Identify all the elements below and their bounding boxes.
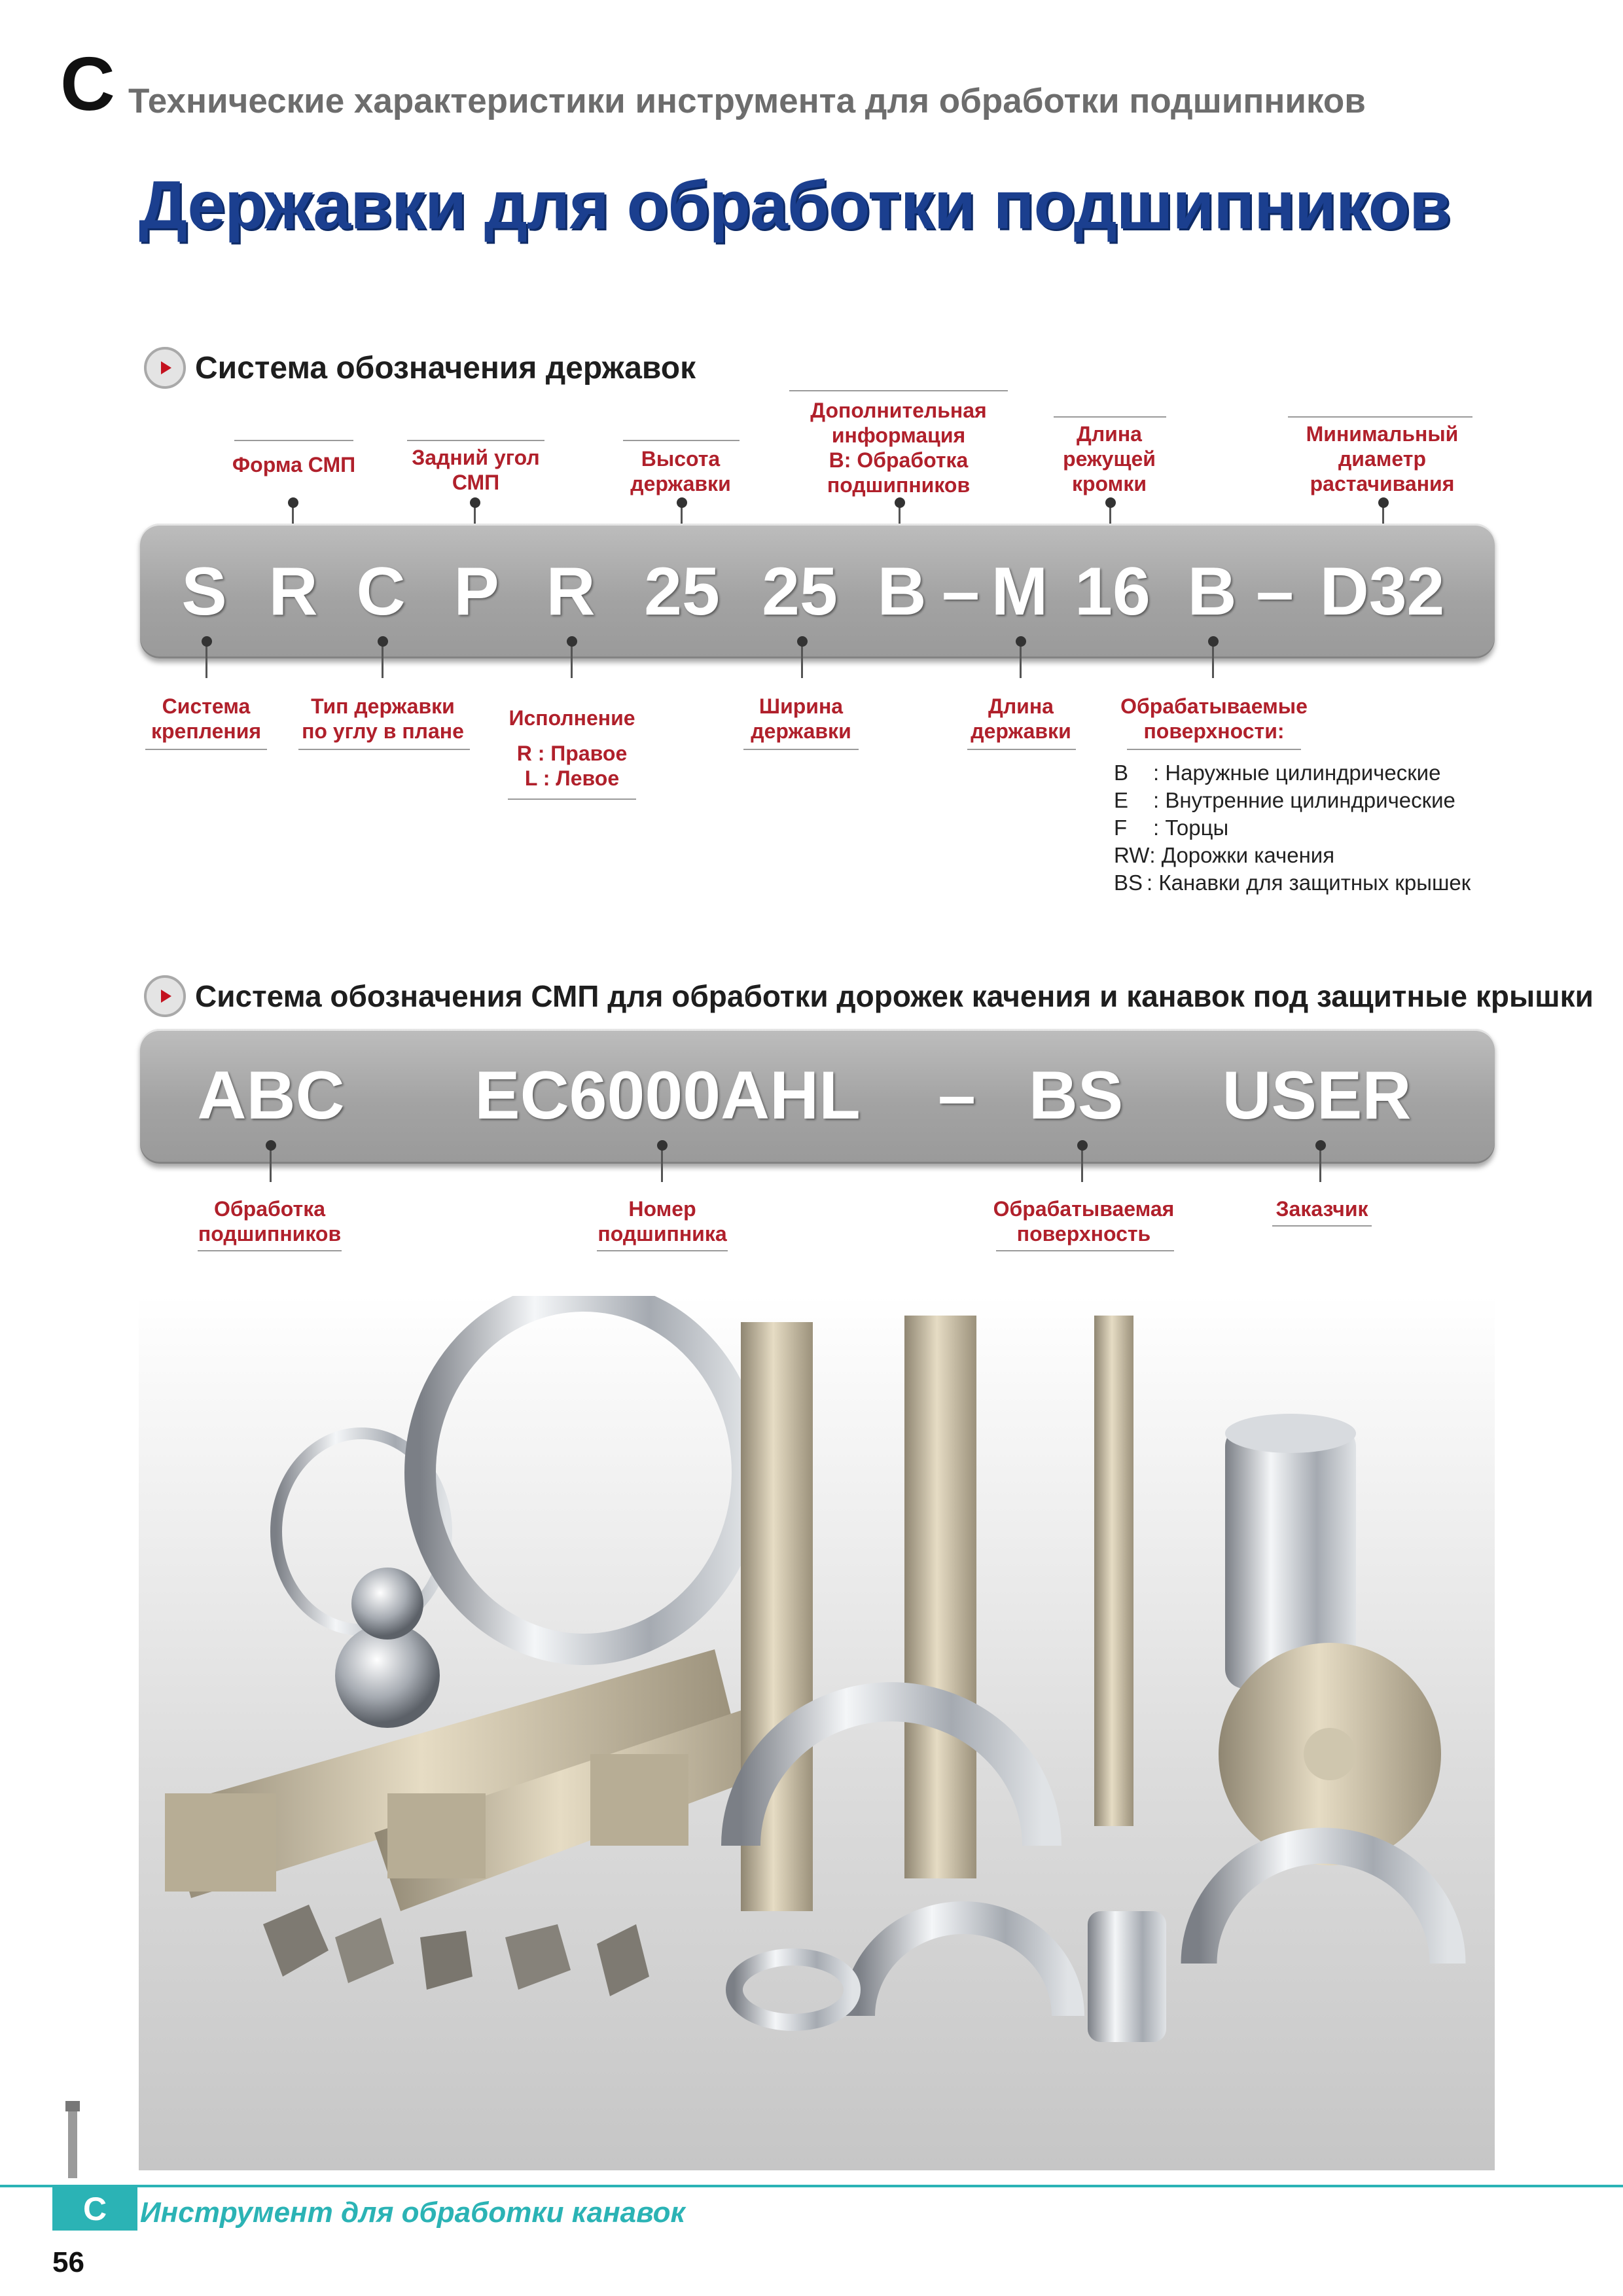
product-photo bbox=[139, 1296, 1495, 2170]
code-char: S bbox=[181, 554, 227, 630]
label-cutting-edge-length: Длина режущей кромки bbox=[1063, 422, 1156, 495]
connector-dot bbox=[378, 636, 388, 647]
rule bbox=[1288, 416, 1472, 418]
connector-line bbox=[205, 644, 207, 678]
page-number: 56 bbox=[52, 2246, 84, 2278]
label-holder-height: Высота державки bbox=[630, 447, 731, 495]
code-char: R bbox=[268, 554, 318, 630]
rule bbox=[298, 749, 470, 750]
rule bbox=[234, 440, 353, 441]
section-title: Система обозначения державок bbox=[195, 350, 696, 386]
section-header-holders bbox=[144, 347, 696, 389]
rule bbox=[1054, 416, 1166, 418]
label-bearing-number: Номер подшипника bbox=[597, 1197, 727, 1246]
connector-line bbox=[382, 644, 383, 678]
code-char: 16 bbox=[1075, 554, 1150, 630]
label-clearance-angle: Задний угол СМП bbox=[412, 446, 540, 494]
rule bbox=[789, 390, 1008, 391]
label-insert-shape: Форма СМП bbox=[232, 453, 356, 476]
connector-dot bbox=[1208, 636, 1219, 647]
section-header-inserts bbox=[144, 975, 1594, 1017]
footer-section-tab: C bbox=[52, 2187, 137, 2231]
label-clamping-system: Система крепления bbox=[151, 694, 262, 743]
connector-dot bbox=[677, 497, 687, 508]
rule bbox=[1127, 749, 1301, 750]
code-part: BS bbox=[1028, 1058, 1124, 1134]
page-title: Державки для обработки подшипников bbox=[139, 168, 1451, 243]
connector-line bbox=[571, 644, 573, 678]
connector-dot bbox=[202, 636, 212, 647]
connector-dot bbox=[288, 497, 298, 508]
code-char: – bbox=[1256, 554, 1294, 630]
rule bbox=[597, 1250, 728, 1251]
legend-row: F : Торцы bbox=[1114, 816, 1229, 840]
code-char: R bbox=[546, 554, 596, 630]
rule bbox=[623, 440, 740, 441]
rule bbox=[743, 749, 859, 750]
connector-line bbox=[801, 644, 803, 678]
rule bbox=[198, 1250, 342, 1251]
rule bbox=[967, 749, 1076, 750]
label-version: Исполнение bbox=[508, 706, 635, 730]
rule bbox=[407, 440, 544, 441]
code-part: ABC bbox=[197, 1058, 345, 1134]
connector-dot bbox=[797, 636, 808, 647]
legend-row: E : Внутренние цилиндрические bbox=[1114, 788, 1455, 812]
footer-title: Инструмент для обработки канавок bbox=[140, 2197, 685, 2229]
code-char: D32 bbox=[1319, 554, 1445, 630]
section-title: Система обозначения СМП для обработки дорожек качения и канавок под защитные крышки bbox=[195, 979, 1594, 1013]
footer-rule bbox=[0, 2185, 1623, 2187]
label-version-left: L : Левое bbox=[524, 766, 620, 790]
legend-row: BS : Канавки для защитных крышек bbox=[1114, 870, 1471, 895]
connector-dot bbox=[1016, 636, 1026, 647]
code-char: – bbox=[942, 554, 980, 630]
connector-dot bbox=[895, 497, 905, 508]
rule bbox=[996, 1250, 1174, 1251]
code-char: B bbox=[877, 554, 927, 630]
connector-line bbox=[1319, 1148, 1321, 1182]
code-part: EC6000AHL bbox=[474, 1058, 861, 1134]
code-char: 25 bbox=[644, 554, 720, 630]
label-machined-surface: Обрабатываемая поверхность bbox=[993, 1197, 1175, 1246]
rule bbox=[1272, 1225, 1372, 1227]
connector-dot bbox=[657, 1140, 668, 1151]
label-holder-width: Ширина державки bbox=[751, 694, 851, 743]
label-bearing-machining: Обработка подшипников bbox=[198, 1197, 342, 1246]
connector-line bbox=[1020, 644, 1022, 678]
connector-dot bbox=[1105, 497, 1116, 508]
code-part: USER bbox=[1222, 1058, 1412, 1134]
connector-line bbox=[1081, 1148, 1083, 1182]
play-arrow-icon bbox=[144, 347, 186, 389]
code-char: 25 bbox=[762, 554, 838, 630]
tool-holder-icon bbox=[62, 2101, 84, 2178]
connector-line bbox=[1212, 644, 1214, 678]
connector-line bbox=[661, 1148, 663, 1182]
label-version-right: R : Правое bbox=[516, 742, 628, 765]
label-additional-info: Дополнительная информация B: Обработка подшипников bbox=[810, 399, 987, 497]
page-subtitle: Технические характеристики инструмента для обработки подшипников bbox=[128, 82, 1366, 120]
rule bbox=[145, 749, 267, 750]
connector-dot bbox=[1378, 497, 1389, 508]
legend-row: B : Наружные цилиндрические bbox=[1114, 761, 1441, 785]
connector-line bbox=[270, 1148, 272, 1182]
code-char: C bbox=[356, 554, 406, 630]
connector-dot bbox=[1315, 1140, 1326, 1151]
section-letter: C bbox=[60, 41, 115, 126]
connector-dot bbox=[567, 636, 577, 647]
play-arrow-icon bbox=[144, 975, 186, 1017]
rule bbox=[508, 798, 636, 800]
connector-dot bbox=[266, 1140, 276, 1151]
surfaces-legend bbox=[1114, 759, 1471, 897]
code-char: P bbox=[454, 554, 499, 630]
label-surfaces: Обрабатываемые поверхности: bbox=[1120, 694, 1308, 743]
label-customer: Заказчик bbox=[1275, 1197, 1368, 1221]
code-char: B bbox=[1187, 554, 1237, 630]
label-min-bore-diameter: Минимальный диаметр растачивания bbox=[1306, 422, 1459, 495]
code-part: – bbox=[938, 1058, 976, 1134]
connector-dot bbox=[1077, 1140, 1088, 1151]
connector-dot bbox=[470, 497, 480, 508]
label-holder-length: Длина державки bbox=[971, 694, 1071, 743]
legend-row: RW: Дорожки качения bbox=[1114, 843, 1335, 867]
label-holder-type: Тип державки по углу в плане bbox=[302, 694, 464, 743]
code-char: M bbox=[991, 554, 1048, 630]
